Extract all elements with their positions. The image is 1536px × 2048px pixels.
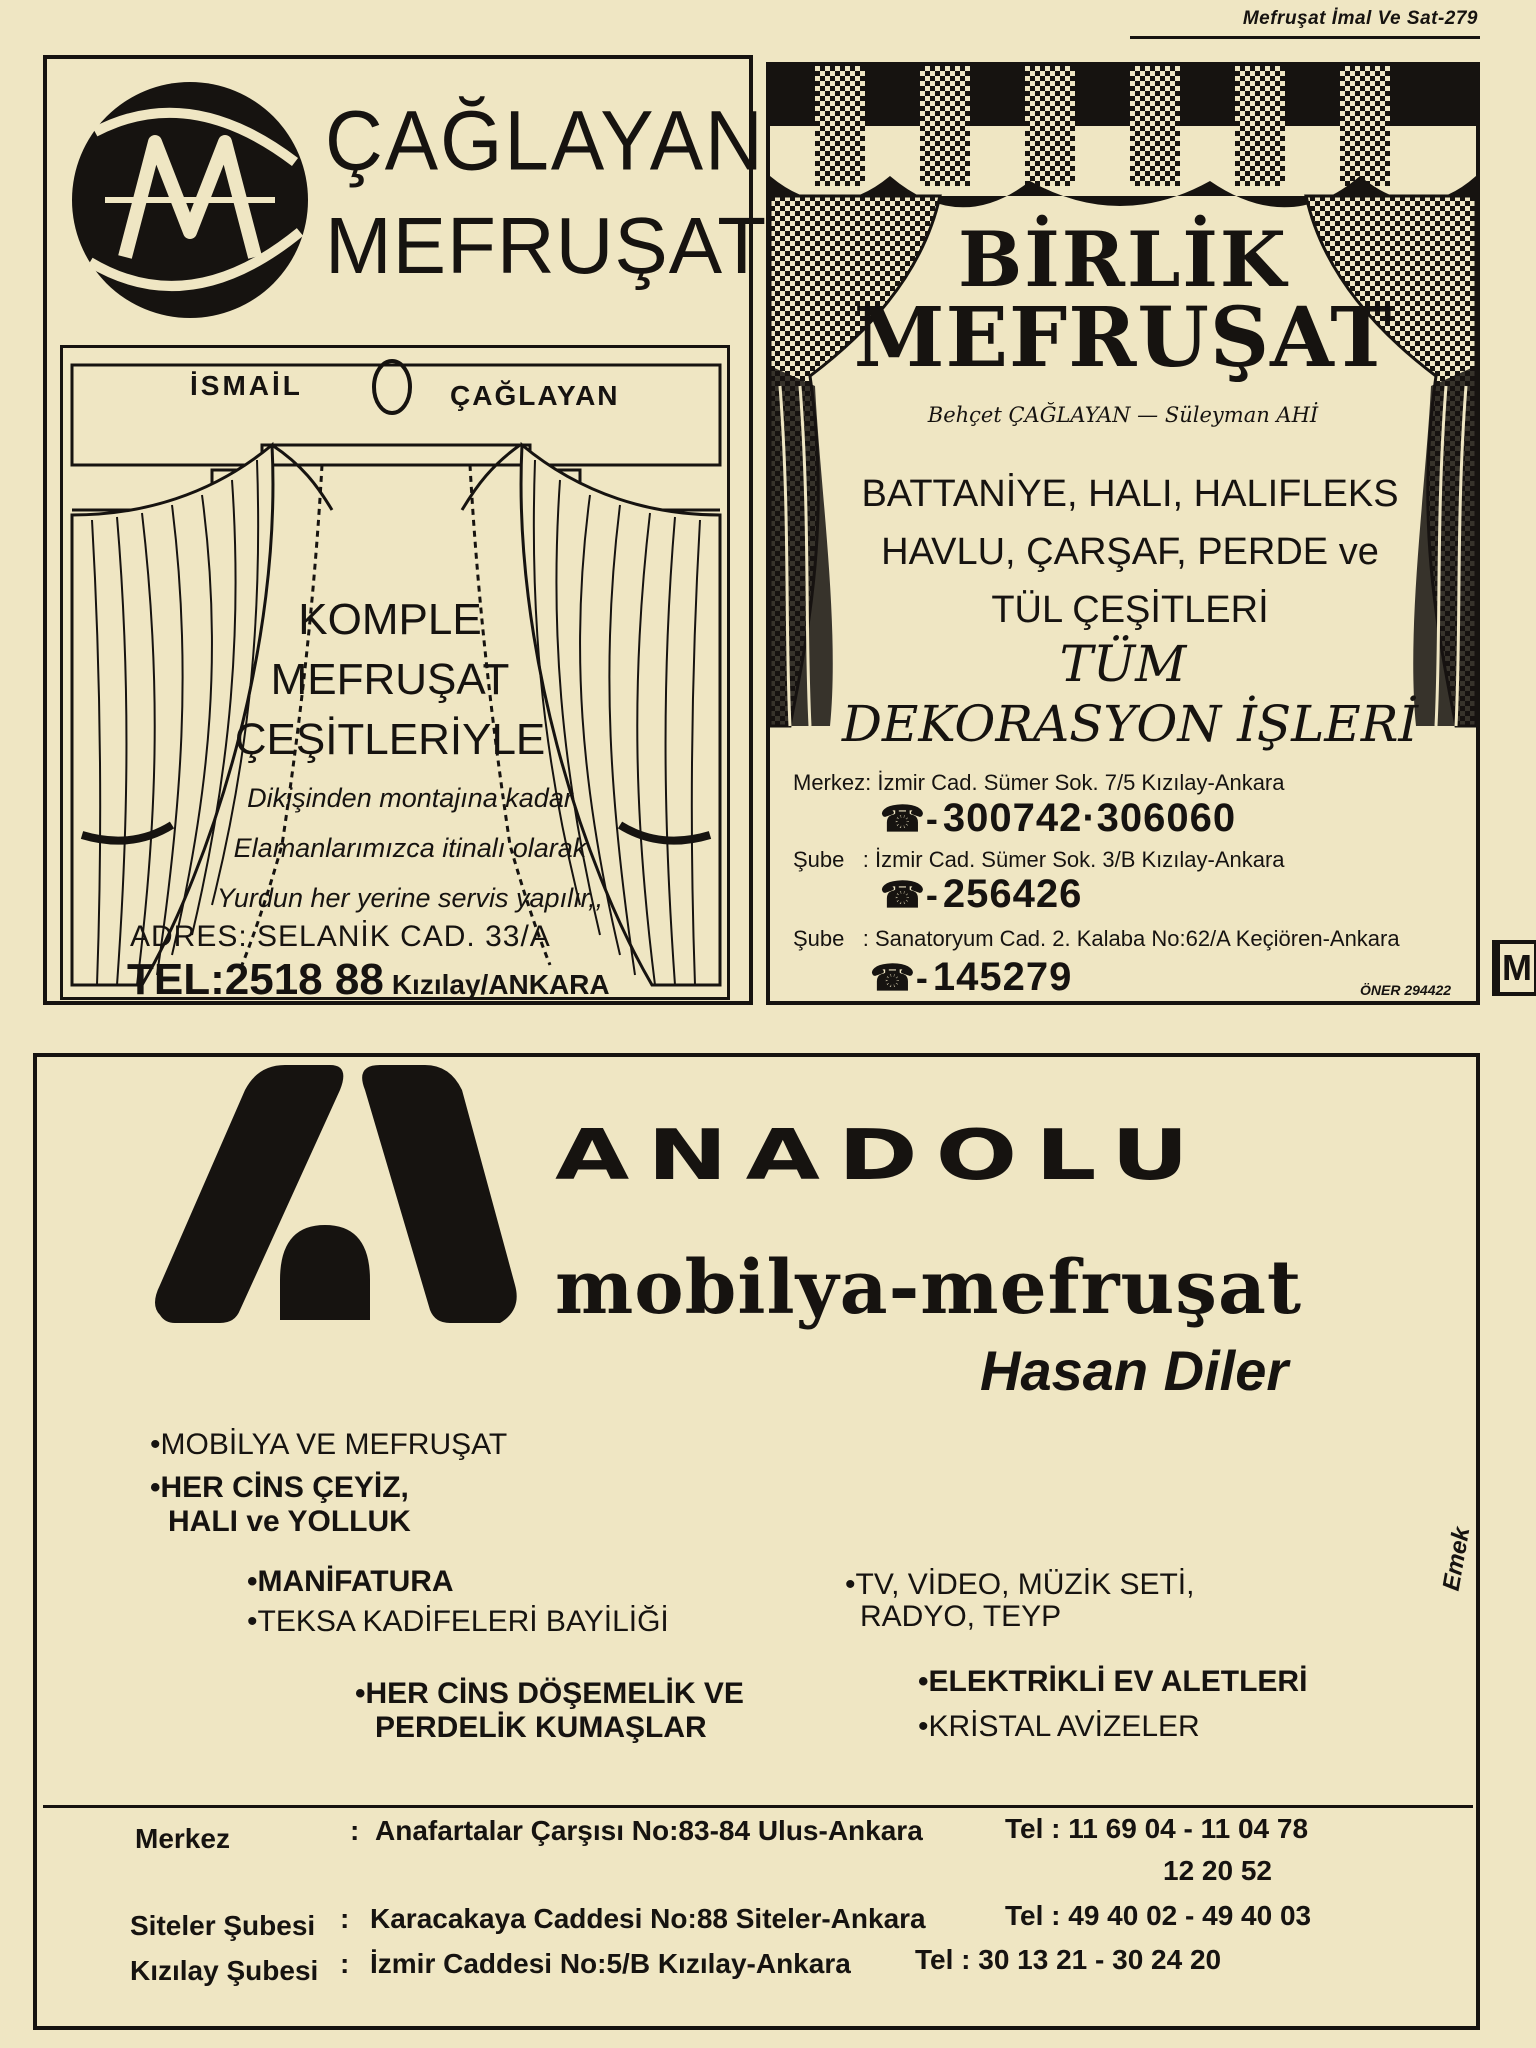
ad3-location-label: Merkez xyxy=(135,1823,230,1854)
telephone-icon: ☎- xyxy=(880,798,939,839)
ad2-branch-phone: 256426 xyxy=(942,872,1083,916)
ad2-owners: Behçet ÇAĞLAYAN — Süleyman AHİ xyxy=(927,403,1319,427)
ad1-service-line: Dikişinden montajına kadar xyxy=(247,783,573,813)
ad2-branch-phone: 300742·306060 xyxy=(942,796,1237,840)
anadolu-a-logo xyxy=(150,1065,520,1330)
ad3-item: •TV, VİDEO, MÜZİK SETİ, xyxy=(845,1568,1195,1601)
page-header: Mefruşat İmal Ve Sat-279 xyxy=(1242,8,1478,29)
ad1-owner-last-name: ÇAĞLAYAN xyxy=(450,380,620,411)
ad1-slogan xyxy=(200,590,580,770)
ad2-branch-label: Şube xyxy=(793,926,845,951)
ad1-owner-first-name: İSMAİL xyxy=(190,370,303,401)
ad2-branch-label: Merkez xyxy=(793,770,866,795)
ad2-branch-street: : İzmir Cad. Sümer Sok. 7/5 Kızılay-Ankara xyxy=(865,770,1285,795)
section-tab-letter: M xyxy=(1500,944,1534,992)
ad3-item: •TEKSA KADİFELERİ BAYİLİĞİ xyxy=(247,1605,669,1638)
ad2-branch-street: : Sanatoryum Cad. 2. Kalaba No:62/A Keçiören-Ankara xyxy=(862,926,1400,951)
header-rule xyxy=(1130,36,1480,39)
ad1-slogan-line: ÇEŞİTLERİYLE xyxy=(234,715,546,764)
ad2-product-line: BATTANİYE, HALI, HALIFLEKS xyxy=(861,473,1399,515)
ad1-title-line2: MEFRUŞAT xyxy=(325,201,768,290)
ad2-branch-phone-line xyxy=(880,796,1236,841)
ad1-address: ADRES: SELANİK CAD. 33/A xyxy=(130,920,551,953)
ad1-service-line: Yurdun her yerine servis yapılır,, xyxy=(216,883,604,913)
ad3-location-tel: Tel : 30 13 21 - 30 24 20 xyxy=(915,1944,1222,1975)
ad3-divider xyxy=(43,1805,1473,1808)
ad2-product-line: HAVLU, ÇARŞAF, PERDE ve xyxy=(881,531,1379,573)
ad3-location-address: Anafartalar Çarşısı No:83-84 Ulus-Ankara xyxy=(375,1815,923,1846)
ad2-name-line1: BİRLİK xyxy=(958,215,1288,304)
ad3-item: •HER CİNS ÇEYİZ, xyxy=(150,1471,409,1504)
ad3-item: •ELEKTRİKLİ EV ALETLERİ xyxy=(918,1665,1308,1698)
ad3-location-sep: : xyxy=(350,1815,360,1846)
ad2-slogan-line1: TÜM xyxy=(1059,635,1187,693)
ad3-location-address: Karacakaya Caddesi No:88 Siteler-Ankara xyxy=(370,1903,926,1934)
ad1-service-text xyxy=(160,773,660,923)
ad1-telephone: TEL:2518 88 xyxy=(127,955,384,1004)
ad1-tel-line xyxy=(127,955,610,1005)
telephone-icon: ☎- xyxy=(870,957,929,998)
ad3-item: •MANİFATURA xyxy=(247,1565,454,1598)
ad3-artist-signature: Emek xyxy=(1437,1525,1476,1593)
ad3-item: •KRİSTAL AVİZELER xyxy=(918,1710,1200,1743)
ad2-branch-phone-line xyxy=(880,872,1082,917)
ad3-location-label: Siteler Şubesi xyxy=(130,1910,316,1941)
cm-monogram-logo xyxy=(65,72,325,332)
ad2-product-list xyxy=(830,465,1430,639)
telephone-icon: ☎- xyxy=(880,874,939,915)
ad3-location-sep: : xyxy=(340,1948,350,1979)
ad3-item: RADYO, TEYP xyxy=(860,1600,1062,1633)
ad1-service-line: Elamanlarımızca itinalı olarak xyxy=(233,833,587,863)
ad3-tagline: mobilya-mefruşat xyxy=(555,1245,1303,1331)
ad3-location-label: Kızılay Şubesi xyxy=(130,1955,319,1986)
ad3-item: •HER CİNS DÖŞEMELİK VE xyxy=(355,1677,744,1710)
ad3-brand-name: ANADOLU xyxy=(555,1115,1207,1196)
ad3-item: PERDELİK KUMAŞLAR xyxy=(375,1711,707,1744)
ad3-item: HALI ve YOLLUK xyxy=(168,1505,411,1538)
ad2-branch-phone-line xyxy=(870,955,1072,1000)
ad3-location-tel: Tel : 11 69 04 - 11 04 78 xyxy=(1005,1813,1309,1844)
ad2-branch-phone: 145279 xyxy=(932,955,1073,999)
ad2-branch-address xyxy=(793,847,1285,873)
ad3-location-tel: Tel : 49 40 02 - 49 40 03 xyxy=(1005,1900,1312,1931)
ad3-owner: Hasan Diler xyxy=(980,1339,1289,1402)
ad1-city: Kızılay/ANKARA xyxy=(391,969,610,1000)
ad1-slogan-line: MEFRUŞAT xyxy=(270,655,510,704)
ad2-branch-address xyxy=(793,770,1285,796)
ad2-branch-street: : İzmir Cad. Sümer Sok. 3/B Kızılay-Ankara xyxy=(862,847,1285,872)
ad3-item: •MOBİLYA VE MEFRUŞAT xyxy=(150,1428,508,1461)
ad2-branch-address xyxy=(793,926,1400,952)
ad2-product-line: TÜL ÇEŞİTLERİ xyxy=(991,589,1269,631)
ad3-location-sep: : xyxy=(340,1903,350,1934)
ad2-name-line2: MEFRUŞAT xyxy=(853,290,1393,386)
ad3-location-tel-extra: 12 20 52 xyxy=(1163,1855,1272,1886)
ad1-slogan-line: KOMPLE xyxy=(298,595,482,644)
ad2-agency-mark: ÖNER 294422 xyxy=(1360,982,1452,998)
ad3-location-address: İzmir Caddesi No:5/B Kızılay-Ankara xyxy=(370,1948,851,1979)
ad1-title-line1: ÇAĞLAYAN xyxy=(325,93,765,188)
ad2-branch-label: Şube xyxy=(793,847,845,872)
ad2-slogan-line2: DEKORASYON İŞLERİ xyxy=(841,695,1419,753)
